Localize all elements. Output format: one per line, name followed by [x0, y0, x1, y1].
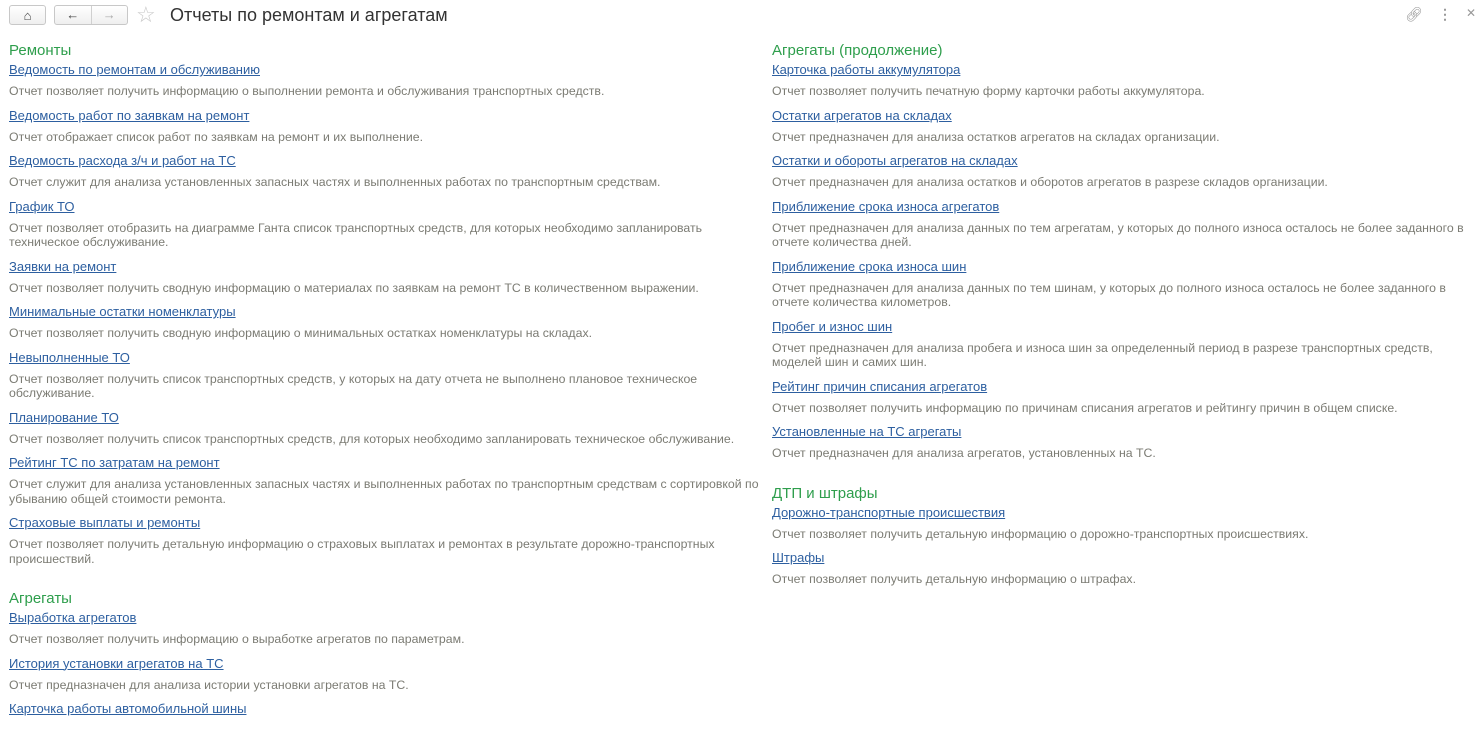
- report-link[interactable]: Страховые выплаты и ремонты: [9, 515, 201, 530]
- report-section: [9, 588, 761, 723]
- report-description: Отчет служит для анализа установленных запасных частях и выполненных работах по транспортным средствам.: [9, 175, 661, 189]
- toolbar: [0, 0, 1480, 32]
- report-item: [772, 62, 1476, 99]
- report-link[interactable]: Остатки и обороты агрегатов на складах: [772, 153, 1018, 168]
- report-item: [9, 610, 761, 647]
- report-description: Отчет позволяет получить список транспортных средств, у которых на дату отчета не выполнено плановое техническое обслуживание.: [9, 371, 698, 400]
- report-item: [9, 259, 761, 296]
- report-item: [772, 505, 1476, 542]
- report-item: [772, 153, 1476, 190]
- right-column: [772, 40, 1476, 609]
- report-description: Отчет отображает список работ по заявкам на ремонт и их выполнение.: [9, 129, 424, 144]
- forward-button[interactable]: →: [102, 7, 116, 22]
- report-description: Отчет позволяет получить список транспортных средств, для которых необходимо запланировать техническое обслуживание.: [9, 431, 735, 446]
- left-column: [9, 40, 761, 745]
- report-section: [772, 40, 1476, 461]
- report-description: Отчет предназначен для анализа истории установки агрегатов на ТС.: [9, 677, 409, 692]
- report-item: [9, 108, 761, 145]
- navigation-buttons: [54, 5, 128, 25]
- report-link[interactable]: Дорожно-транспортные происшествия: [772, 504, 1006, 520]
- report-item: [772, 424, 1476, 461]
- report-item: [9, 410, 761, 447]
- section-title: Ремонты: [9, 42, 72, 59]
- home-button[interactable]: [9, 5, 46, 25]
- report-item: [9, 199, 761, 250]
- report-link[interactable]: Карточка работы автомобильной шины: [9, 701, 247, 716]
- report-link[interactable]: Рейтинг причин списания агрегатов: [772, 378, 988, 394]
- report-link[interactable]: Минимальные остатки номенклатуры: [9, 304, 236, 319]
- report-link[interactable]: Невыполненные ТО: [9, 349, 130, 365]
- report-item: [9, 153, 761, 190]
- section-title: Агрегаты: [9, 590, 72, 607]
- report-description: Отчет предназначен для анализа данных по тем шинам, у которых до полного износа осталось не более заданного в отчете количества километров.: [772, 280, 1446, 309]
- report-section: [9, 40, 761, 566]
- report-description: Отчет позволяет получить детальную информацию о дорожно-транспортных происшествиях.: [772, 526, 1309, 541]
- report-link[interactable]: Выработка агрегатов: [9, 610, 137, 625]
- report-item: [9, 350, 761, 401]
- report-description: Отчет позволяет отобразить на диаграмме Ганта список транспортных средств, для которых необходимо запланировать техническое обслуживание.: [9, 220, 703, 249]
- report-item: [9, 62, 761, 99]
- report-item: [772, 108, 1476, 145]
- page-title: Отчеты по ремонтам и агрегатам: [170, 5, 448, 25]
- report-description: Отчет позволяет получить детальную информацию о страховых выплатах и ремонтах в результате дорожно-транспортных происшествий.: [9, 537, 715, 566]
- report-description: Отчет предназначен для анализа пробега и износа шин за определенный период в разрезе транспортных средств, моделей шин и самих шин.: [772, 340, 1433, 369]
- report-description: Отчет предназначен для анализа остатков агрегатов на складах организации.: [772, 129, 1220, 144]
- star-icon[interactable]: ☆: [136, 2, 156, 27]
- report-item: [9, 304, 761, 341]
- report-link[interactable]: Ведомость по ремонтам и обслуживанию: [9, 62, 260, 77]
- report-item: [772, 259, 1476, 310]
- link-icon[interactable]: 🔗︎: [1405, 6, 1423, 22]
- report-item: [772, 199, 1476, 250]
- report-link[interactable]: Ведомость работ по заявкам на ремонт: [9, 107, 250, 123]
- report-link[interactable]: График ТО: [9, 198, 75, 214]
- section-title: ДТП и штрафы: [772, 484, 878, 502]
- report-item: [772, 379, 1476, 416]
- report-link[interactable]: Карточка работы аккумулятора: [772, 62, 961, 77]
- report-description: Отчет предназначен для анализа остатков и оборотов агрегатов в разрезе складов организации.: [772, 175, 1328, 189]
- report-item: [9, 455, 761, 506]
- report-description: Отчет позволяет получить сводную информацию о минимальных остатках номенклатуры на складах.: [9, 326, 593, 340]
- home-icon: ⌂: [23, 7, 32, 23]
- close-icon[interactable]: ✕: [1466, 6, 1477, 20]
- report-link[interactable]: Установленные на ТС агрегаты: [772, 424, 962, 439]
- report-link[interactable]: История установки агрегатов на ТС: [9, 655, 224, 671]
- report-description: Отчет позволяет получить информацию по причинам списания агрегатов и рейтингу причин в общем списке.: [772, 400, 1398, 415]
- report-description: Отчет предназначен для анализа данных по тем агрегатам, у которых до полного износа осталось не более заданного в отчете количества дней.: [772, 220, 1464, 249]
- report-section: [772, 483, 1476, 587]
- section-title: Агрегаты (продолжение): [772, 42, 943, 59]
- report-description: Отчет позволяет получить детальную информацию о штрафах.: [772, 572, 1136, 586]
- report-link[interactable]: Остатки агрегатов на складах: [772, 107, 952, 123]
- report-link[interactable]: Пробег и износ шин: [772, 318, 893, 334]
- report-item: [9, 701, 761, 723]
- report-item: [9, 515, 761, 566]
- report-link[interactable]: Планирование ТО: [9, 409, 119, 425]
- report-item: [772, 550, 1476, 587]
- report-description: Отчет предназначен для анализа агрегатов, установленных на ТС.: [772, 446, 1156, 460]
- back-button[interactable]: ←: [55, 6, 92, 24]
- report-link[interactable]: Заявки на ремонт: [9, 258, 117, 274]
- report-link[interactable]: Рейтинг ТС по затратам на ремонт: [9, 455, 220, 470]
- report-link[interactable]: Приближение срока износа агрегатов: [772, 198, 1000, 214]
- report-link[interactable]: Штрафы: [772, 550, 825, 565]
- report-link[interactable]: Приближение срока износа шин: [772, 258, 967, 274]
- report-description: Отчет позволяет получить печатную форму карточки работы аккумулятора.: [772, 84, 1205, 98]
- more-icon[interactable]: ⋮: [1438, 6, 1452, 22]
- report-description: Отчет служит для анализа установленных запасных частях и выполненных работах по транспортным средствам с сортировкой по убыванию общей стоимости ремонта.: [9, 477, 759, 506]
- report-link[interactable]: Ведомость расхода з/ч и работ на ТС: [9, 153, 236, 168]
- report-description: Отчет позволяет получить сводную информацию о материалах по заявкам на ремонт ТС в количественном выражении.: [9, 280, 699, 295]
- report-description: Отчет позволяет получить информацию о выполнении ремонта и обслуживания транспортных средств.: [9, 84, 605, 98]
- report-item: [9, 656, 761, 693]
- report-description: Отчет позволяет получить информацию о выработке агрегатов по параметрам.: [9, 632, 465, 646]
- report-item: [772, 319, 1476, 370]
